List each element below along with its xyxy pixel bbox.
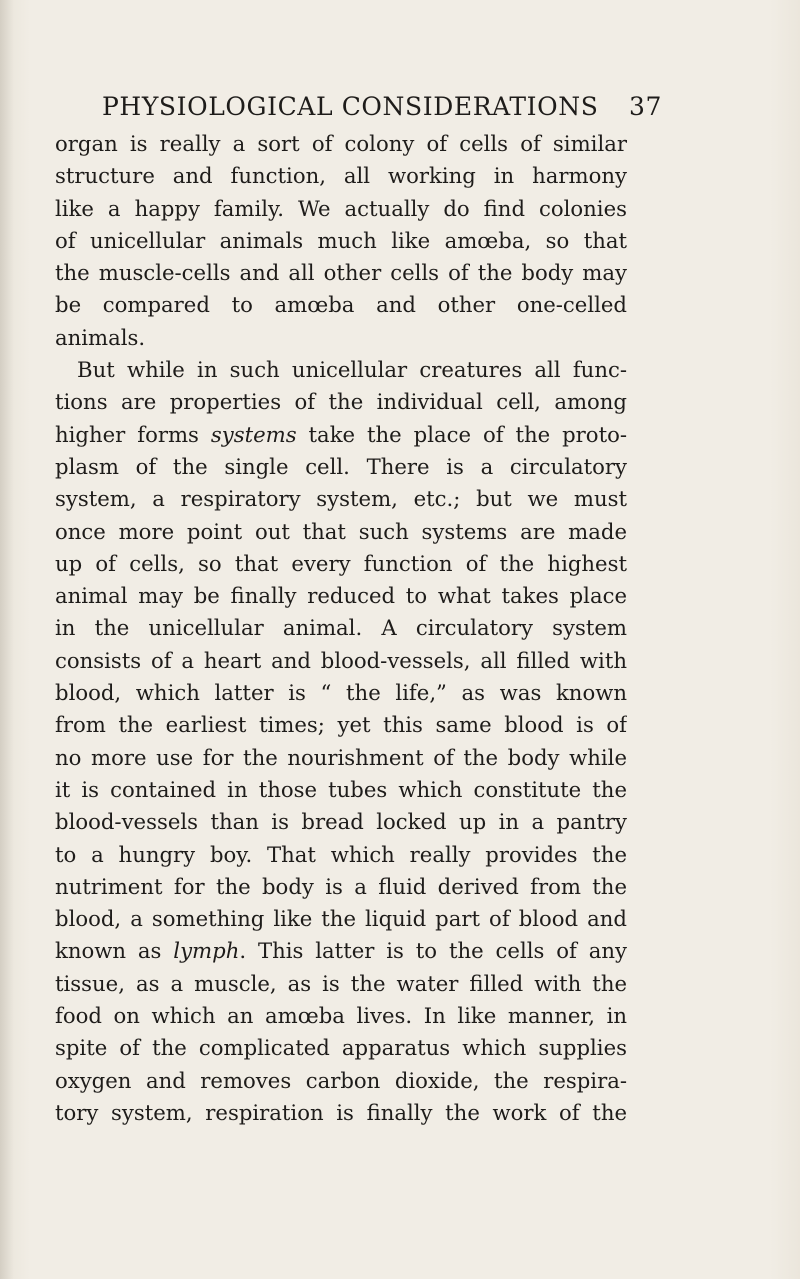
text-line: spite of the complicated apparatus which supplies — [55, 1035, 627, 1061]
text-line: once more point out that such systems are made — [55, 518, 627, 544]
text-line: nutriment for the body is a fluid derived from the — [55, 873, 627, 899]
text-line: blood, a something like the liquid part of blood and — [55, 906, 627, 932]
text-line: up of cells, so that every function of the highest — [55, 550, 627, 576]
text-run: known as — [55, 938, 174, 964]
text-line: But while in such unicellular creatures all func- — [77, 357, 627, 383]
text-line: food on which an amœba lives. In like manner, in — [55, 1003, 627, 1029]
running-header — [102, 92, 662, 122]
text-line: be compared to amœba and other one-celled — [55, 292, 627, 318]
italic-term: systems — [210, 421, 297, 447]
text-line — [55, 935, 627, 967]
text-line: no more use for the nourishment of the body while — [55, 744, 627, 770]
page-gutter-shadow — [0, 0, 14, 1279]
text-run: tions are properties of the individual cell, among — [55, 389, 627, 415]
italic-term: lymph — [173, 938, 240, 964]
text-line: like a happy family. We actually do find colonies — [55, 195, 627, 221]
text-line: blood-vessels than is bread locked up in a pantry — [55, 809, 627, 835]
text-line: animal may be finally reduced to what takes place — [55, 583, 627, 609]
text-line — [55, 386, 627, 418]
text-line: plasm of the single cell. There is a circulatory — [55, 453, 627, 479]
text-line: structure and function, all working in harmony — [55, 163, 627, 189]
text-run: take the place of the proto- — [296, 421, 627, 447]
text-line: the muscle-cells and all other cells of the body may — [55, 260, 627, 286]
text-line: oxygen and removes carbon dioxide, the respira- — [55, 1067, 627, 1093]
running-header-title: PHYSIOLOGICAL CONSIDERATIONS — [102, 92, 599, 121]
body-text — [55, 128, 627, 1129]
text-line: system, a respiratory system, etc.; but we must — [55, 486, 627, 512]
text-run: . This latter is to the cells of any — [239, 938, 627, 964]
text-line: tissue, as a muscle, as is the water filled with the — [55, 970, 627, 996]
text-line: tory system, respiration is finally the work of the — [55, 1099, 627, 1125]
text-line: consists of a heart and blood-vessels, all filled with — [55, 647, 627, 673]
page-number: 37 — [628, 92, 662, 121]
text-line: blood, which latter is “ the life,” as was known — [55, 680, 627, 706]
text-line: it is contained in those tubes which constitute the — [55, 776, 627, 802]
text-line: organ is really a sort of colony of cells of similar — [55, 131, 627, 156]
text-line: from the earliest times; yet this same blood is of — [55, 712, 627, 738]
text-run: higher forms — [55, 421, 211, 447]
text-line — [55, 419, 627, 451]
text-line: to a hungry boy. That which really provides the — [55, 841, 627, 867]
text-line: animals. — [55, 324, 146, 350]
text-line: in the unicellular animal. A circulatory system — [55, 615, 627, 641]
text-line: of unicellular animals much like amœba, so that — [55, 227, 627, 253]
